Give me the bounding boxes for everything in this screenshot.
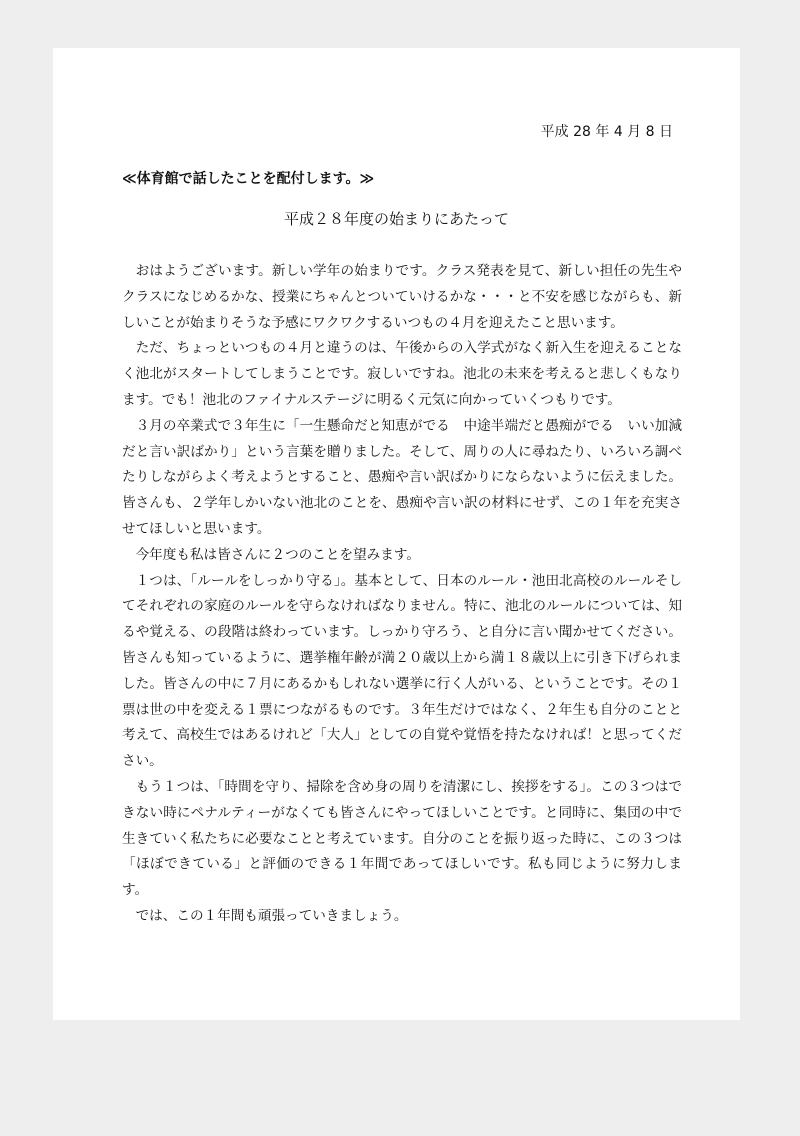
document-title: 平成２８年度の始まりにあたって [283, 210, 509, 228]
paragraph: もう１つは、「時間を守り、掃除を含め身の周りを清潔にし、挨拶をする」。この３つはできない時にペナルティーがなくても皆さんにやってほしいことです。と同時に、集団の中で生きていく私たちに必要なことと考えています。自分のことを振り返った時に、この３つは「ほぼできている」と評価のできる１年間であってほしいです。私も同じように努力します。 [122, 778, 682, 899]
paragraph: では、この１年間も頑張っていきましょう。 [135, 907, 408, 924]
paragraph: おはようございます。新しい学年の始まりです。クラス発表を見て、新しい担任の先生やクラスになじめるかな、授業にちゃんとついていけるかな・・・と不安を感じながらも、新しいことが始まりそうな予感にワクワクするいつもの４月を迎えたこと思います。 [122, 263, 682, 331]
document-heading: ≪体育館で話したことを配付します。≫ [122, 171, 375, 187]
paragraph: 今年度も私は皆さんに２つのことを望みます。 [135, 546, 420, 563]
document-date: 平成 28 年 4 月 8 日 [540, 124, 673, 140]
document-body [122, 259, 682, 930]
document-page [53, 48, 740, 1020]
paragraph: ただ、ちょっといつもの４月と違うのは、午後からの入学式がなく新入生を迎えることなく池北がスタートしてしまうことです。寂しいですね。池北の未来を考えると悲しくもなります。でも！池北のファイナルステージに明るく元気に向かっていくつもりです。 [122, 340, 682, 408]
paragraph: ３月の卒業式で３年生に「一生懸命だと知恵がでる 中途半端だと愚痴がでる いい加減だと言い訳ばかり」という言葉を贈りました。そして、周りの人に尋ねたり、いろいろ調べたりしながらよく考えようとすること、愚痴や言い訳ばかりにならないように伝えました。皆さんも、２学年しかいない池北のことを、愚痴や言い訳の材料にせず、この１年を充実させてほしいと思います。 [122, 417, 682, 537]
paragraph: １つは、「ルールをしっかり守る」。基本として、日本のルール・池田北高校のルールそしてそれぞれの家庭のルールを守らなければなりません。特に、池北のルールについては、知るや覚える、の段階は終わっています。しっかり守ろう、と自分に言い聞かせてください。皆さんも知っているように、選挙権年齢が満２０歳以上から満１８歳以上に引き下げられました。皆さんの中に７月にあるかもしれない選挙に行く人がいる、ということです。その１票は世の中を変える１票につながるものです。３年生だけではなく、２年生も自分のことと考えて、高校生ではあるけれど「大人」としての自覚や覚悟を持たなければ！と思ってください。 [122, 572, 682, 770]
